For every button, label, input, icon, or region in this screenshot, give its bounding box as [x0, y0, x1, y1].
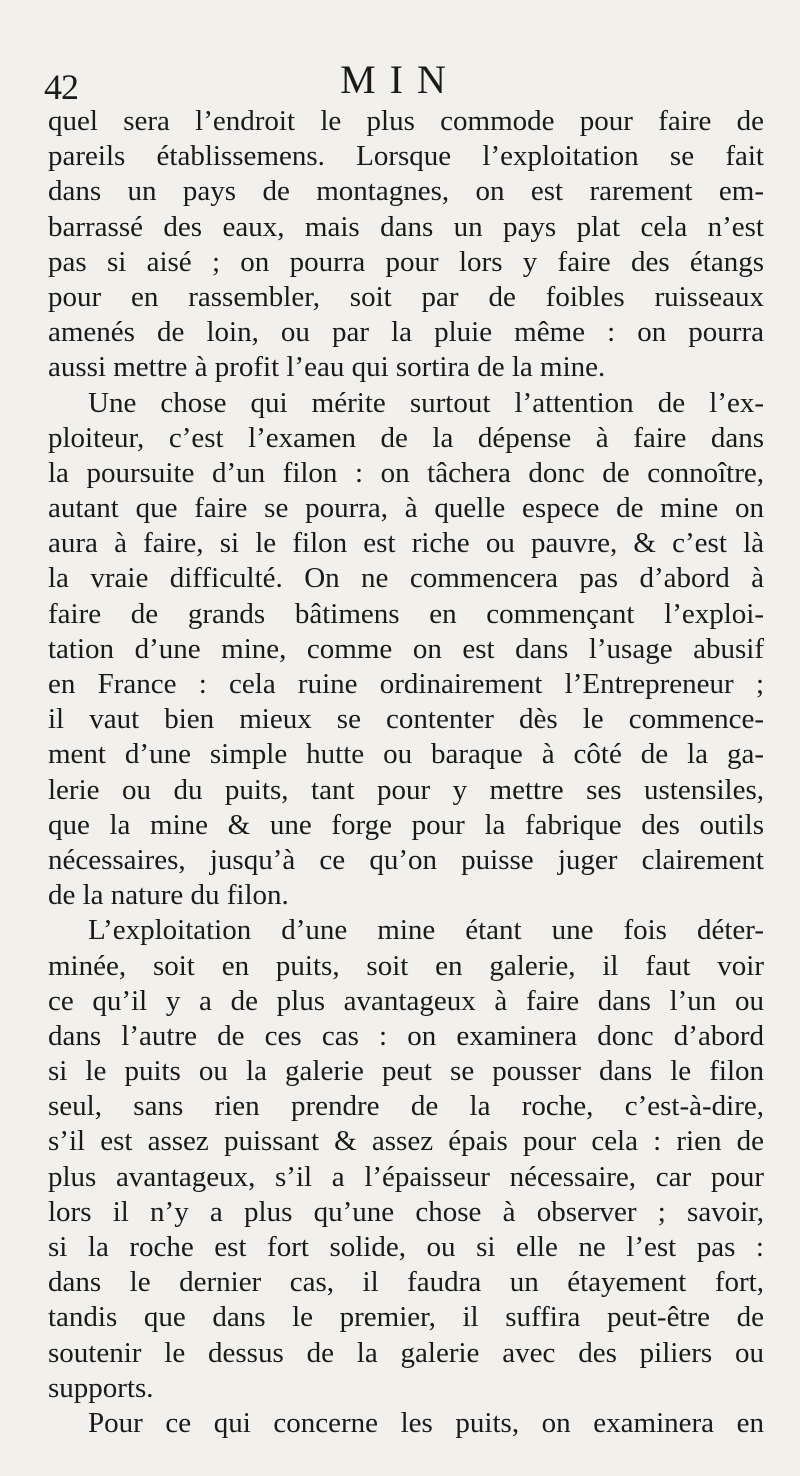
text-line: de la nature du filon.: [48, 879, 289, 912]
text-line: quel sera l’endroit le plus commode pour faire de: [48, 105, 764, 137]
text-line: ploiteur, c’est l’examen de la dépense à faire dans: [48, 421, 764, 454]
text-line: pas si aisé ; on pourra pour lors y faire des étangs: [48, 245, 764, 278]
text-line: autant que faire se pourra, à quelle espece de mine on: [48, 492, 764, 525]
text-line: aussi mettre à profit l’eau qui sortira de la mine.: [48, 351, 606, 384]
text-line: dans l’autre de ces cas : on examinera donc d’abord: [48, 1019, 764, 1052]
text-line: il vaut bien mieux se contenter dès le commence-: [48, 703, 764, 736]
text-line: pour en rassembler, soit par de foibles ruisseaux: [48, 280, 764, 313]
text-line: plus avantageux, s’il a l’épaisseur nécessaire, car pour: [48, 1160, 764, 1193]
text-line: soutenir le dessus de la galerie avec des piliers ou: [48, 1336, 764, 1369]
text-line: tandis que dans le premier, il suffira peut-être de: [48, 1301, 764, 1334]
text-line: si le puits ou la galerie peut se pousser dans le filon: [48, 1055, 764, 1088]
text-line: seul, sans rien prendre de la roche, c’est-à-dire,: [48, 1090, 764, 1123]
text-line: tation d’une mine, comme on est dans l’usage abusif: [48, 632, 764, 665]
running-head: MIN: [340, 57, 460, 102]
text-line: que la mine & une forge pour la fabrique des outils: [48, 808, 764, 841]
page-header: [0, 52, 800, 107]
text-line: supports.: [48, 1371, 154, 1404]
text-line: si la roche est fort solide, ou si elle ne l’est pas :: [48, 1231, 764, 1263]
text-line: en France : cela ruine ordinairement l’Entrepreneur ;: [48, 668, 764, 700]
paragraph-2: [48, 386, 764, 914]
text-line: pareils établissemens. Lorsque l’exploitation se fait: [48, 140, 764, 173]
text-line: lerie ou du puits, tant pour y mettre ses ustensiles,: [48, 773, 764, 806]
text-line: la poursuite d’un filon : on tâchera donc de connoître,: [48, 456, 764, 489]
text-line: dans le dernier cas, il faudra un étayement fort,: [48, 1266, 764, 1299]
text-line: amenés de loin, ou par la pluie même : on pourra: [48, 316, 764, 349]
text-line: aura à faire, si le filon est riche ou pauvre, & c’est là: [48, 527, 764, 560]
text-line: ment d’une simple hutte ou baraque à côté de la ga-: [48, 738, 764, 771]
body-text: [48, 104, 764, 1441]
text-line: lors il n’y a plus qu’une chose à observer ; savoir,: [48, 1195, 764, 1228]
page-number: 42: [44, 67, 78, 107]
text-line: Pour ce qui concerne les puits, on examinera en: [88, 1406, 764, 1439]
text-line: la vraie difficulté. On ne commencera pas d’abord à: [48, 562, 764, 595]
text-line: faire de grands bâtimens en commençant l’exploi-: [48, 597, 764, 630]
text-line: L’exploitation d’une mine étant une fois déter-: [88, 914, 764, 947]
paragraph-3: [48, 913, 764, 1406]
text-line: s’il est assez puissant & assez épais pour cela : rien de: [48, 1125, 764, 1158]
text-line: ce qu’il y a de plus avantageux à faire dans l’un ou: [48, 984, 764, 1017]
text-line: minée, soit en puits, soit en galerie, il faut voir: [48, 949, 764, 982]
paragraph-4: [48, 1406, 764, 1441]
text-line: barrassé des eaux, mais dans un pays plat cela n’est: [48, 210, 764, 243]
text-line: nécessaires, jusqu’à ce qu’on puisse juger clairement: [48, 843, 764, 876]
text-line: Une chose qui mérite surtout l’attention de l’ex-: [88, 386, 764, 419]
text-line: dans un pays de montagnes, on est rarement em-: [48, 175, 764, 208]
paragraph-1: [48, 104, 764, 386]
